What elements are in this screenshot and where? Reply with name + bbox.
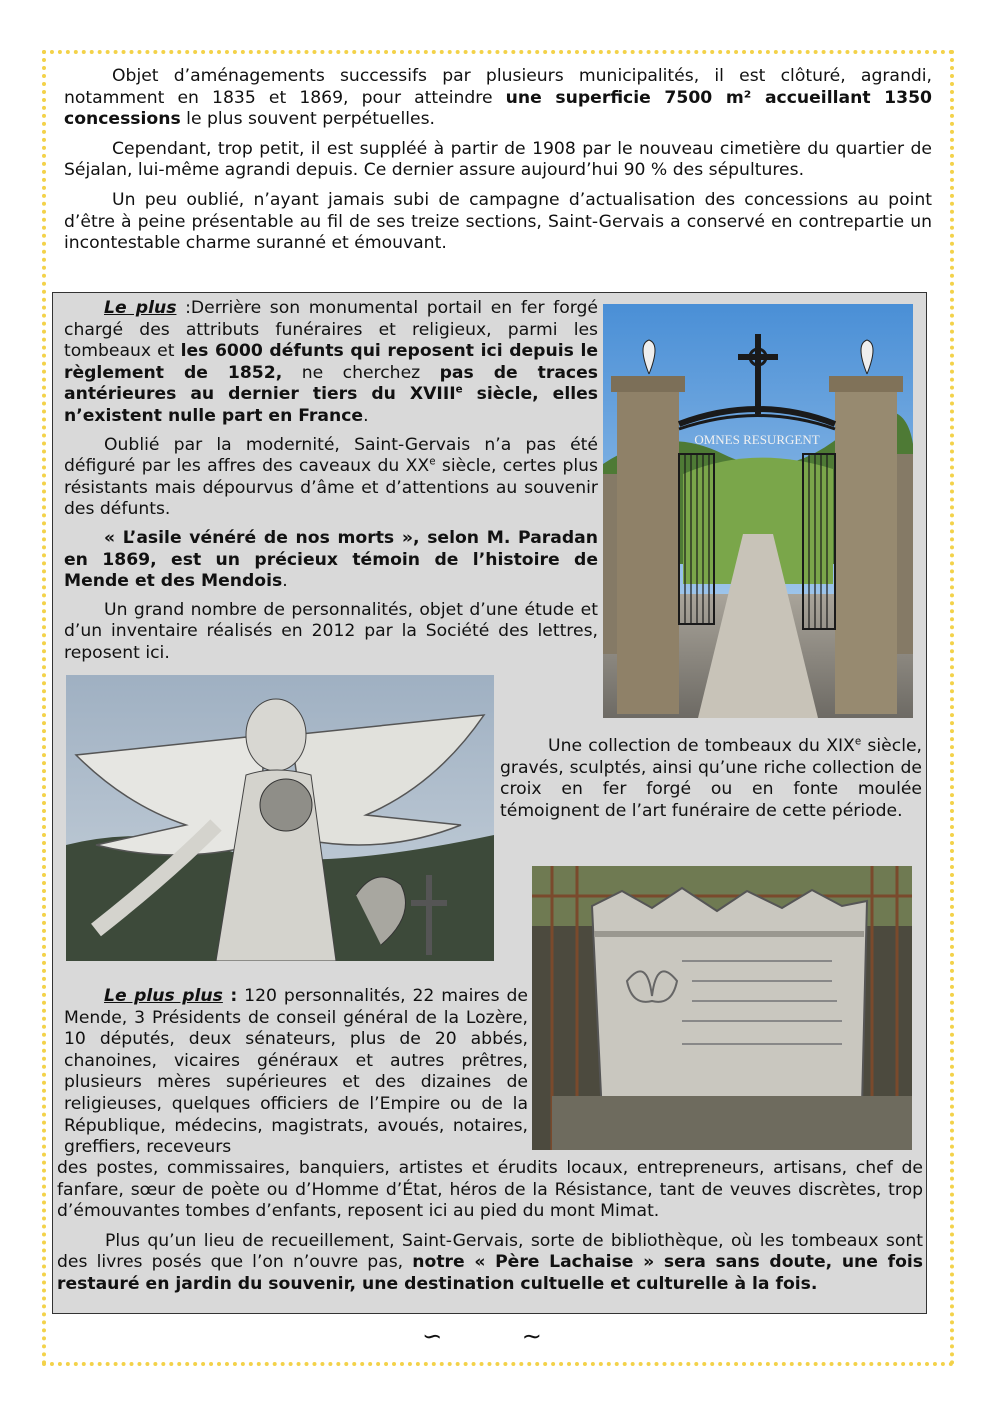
body-text: siècle, gravés, sculptés, ainsi qu’une riche collection de croix en fer forgé ou en fonte moulée témoignent de l’art funéraire de cette période. (500, 736, 923, 821)
highlight-text: les 6000 défunts qui reposent ici depuis le règlement de 1852, (64, 341, 598, 383)
colon: : (222, 986, 238, 1006)
le-plus-plus-paragraph-top (64, 986, 528, 1159)
le-plus-paragraph (64, 298, 598, 428)
le-plus-section (64, 298, 598, 672)
body-text: ne cherchez (282, 362, 440, 383)
angel-illustration (66, 675, 494, 961)
personnalites-paragraph: Un grand nombre de personnalités, objet d’une étude et d’un inventaire réalisés en 2012 par la Société des lettres, reposent ici. (64, 599, 598, 663)
superscript: e (429, 455, 436, 468)
body-text: Plus qu’un lieu de recueillement, Saint-Gervais, sorte de bibliothèque, où les tombeaux sont des livres posés que l’on n’ouvre pas, (57, 1230, 923, 1273)
le-plus-plus-label: Le plus plus (104, 986, 223, 1006)
intro-section (64, 66, 932, 263)
body-text: 120 personnalités, 22 maires de Mende, 3 Présidents de conseil général de la Lozère, 10 députés, deux sénateurs, plus de 20 abbés, chanoines, vicaires généraux et autres prêtres, plusieurs mères supérieures et des dizaines de religieuses, quelques officiers de l’Empire ou de la République, médecins, magistrats, avoués, notaires, greffiers, receveurs (64, 986, 528, 1158)
body-text: . (363, 405, 369, 426)
le-plus-plus-paragraph-bottom: des postes, commissaires, banquiers, artistes et érudits locaux, entrepreneurs, artisans, chef de fanfare, sœur de poète ou d’Homme d’État, héros de la Résistance, tant de veuves discrètes, trop d’émouvantes tombes d’enfants, reposent ici au pied du mont Mimat. (57, 1158, 923, 1222)
body-text: siècle, certes plus résistants mais dépourvus d’âme et d’attentions au souvenir des défunts. (64, 456, 598, 520)
superscript: e (455, 383, 463, 396)
highlight-text: « L’asile vénéré de nos morts », selon M. Paradan en 1869, est un précieux témoin de l’histoire de Mende et des Mendois (64, 527, 598, 592)
highlight-text: notre « Père Lachaise » sera sans doute, une fois restauré en jardin du souvenir, une destination cultuelle et culturelle à la fois. (57, 1252, 924, 1294)
superscript: e (854, 735, 862, 748)
oublie-paragraph (64, 435, 598, 521)
le-plus-plus-continuation (57, 1158, 923, 1303)
tomb-photo (532, 866, 912, 1150)
tomb-illustration (532, 866, 912, 1150)
le-plus-plus-section (64, 986, 528, 1166)
body-text: Oublié par la modernité, Saint-Gervais n’a pas été défiguré par les affres des caveaux du XX (64, 434, 598, 477)
cemetery-gate-photo (603, 304, 913, 718)
gate-illustration (603, 304, 913, 718)
asile-paragraph (64, 528, 598, 593)
intro-paragraph-3: Un peu oublié, n’ayant jamais subi de campagne d’actualisation des concessions au point d’être à peine présentable au fil de ses treize sections, Saint-Gervais a conservé en contrepartie un incontestable charme suranné et émouvant. (64, 189, 932, 254)
highlight-part: pas de traces antérieures au dernier tiers du XVIII (64, 362, 598, 405)
intro-paragraph-2: Cependant, trop petit, il est suppléé à partir de 1908 par le nouveau cimetière du quartier de Séjalan, lui-même agrandi depuis. Ce dernier assure aujourd’hui 90 % des sépultures. (64, 138, 932, 181)
collection-section (500, 736, 922, 829)
body-text: . (282, 571, 288, 592)
ornament-divider: ∽ ∼ (422, 1322, 578, 1350)
intro-paragraph-1 (64, 66, 932, 131)
angel-statue-photo (66, 675, 494, 961)
intro-text: Objet d’aménagements successifs par plusieurs municipalités, il est clôturé, agrandi, notamment en 1835 et 1869, pour atteindre (64, 66, 932, 108)
conclusion-paragraph (57, 1231, 923, 1296)
gate-sign-text: OMNES RESURGENT (694, 432, 820, 447)
intro-text: le plus souvent perpétuelles. (180, 109, 435, 130)
highlight-part: siècle, elles n’existent nulle part en France (64, 384, 598, 426)
le-plus-label: Le plus (104, 298, 177, 318)
collection-paragraph (500, 736, 922, 822)
intro-highlight: une superficie 7500 m² accueillant 1350 concessions (64, 87, 932, 130)
body-text: Une collection de tombeaux du XIX (548, 736, 855, 756)
body-text: :Derrière son monumental portail en fer forgé chargé des attributs funéraires et religieux, parmi les tombeaux et (64, 298, 598, 362)
